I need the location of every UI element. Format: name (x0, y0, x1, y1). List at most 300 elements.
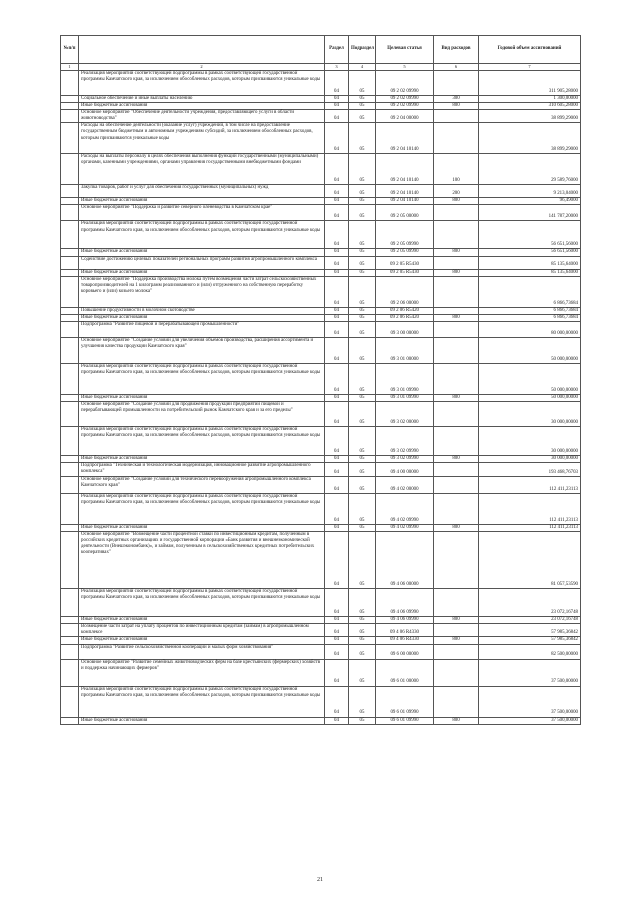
section-cell: 04 (325, 686, 349, 717)
num-cell (61, 455, 79, 462)
section-cell: 04 (325, 256, 349, 269)
item-name-cell: Реализация мероприятий соответствующей подпрограммы в рамках соответствующей государственной программы Камчатского края, за исключением обособленных расходов, которым присваиваются уникальные коды (79, 686, 325, 717)
header-expense-kind: Вид расходов (434, 36, 479, 64)
subsection-cell: 05 (349, 249, 376, 256)
section-cell: 04 (325, 103, 349, 110)
section-cell: 04 (325, 363, 349, 394)
amount-cell: 38 899,29000 (479, 123, 581, 154)
table-row (61, 256, 581, 269)
expense-kind-cell (434, 401, 479, 426)
section-cell: 04 (325, 307, 349, 314)
column-number: 4 (349, 64, 376, 71)
section-cell: 04 (325, 477, 349, 494)
subsection-cell: 05 (349, 717, 376, 724)
expense-kind-cell: 800 (434, 249, 479, 256)
header-name (79, 36, 325, 64)
item-name-cell: Основное мероприятие "Создание условий для продвижения продукции предприятий пищевой и перерабатывающей промышленности на потребительский рынок Камчатского края и за его пределы" (79, 401, 325, 426)
amount-cell: 30 000,00000 (479, 401, 581, 426)
num-cell (61, 154, 79, 185)
item-name-cell: Реализация мероприятий соответствующей подпрограммы в рамках соответствующей государственной программы Камчатского края, за исключением обособленных расходов, которым присваиваются уникальные коды (79, 221, 325, 249)
num-cell (61, 185, 79, 198)
num-cell (61, 276, 79, 307)
amount-cell: 311 905,28000 (479, 71, 581, 96)
target-article-cell: 09 3 01 09990 (376, 363, 434, 394)
item-name-cell: Расходы на обеспечение деятельности (оказание услуг) учреждений, в том числе на предоставление государственным бюджетным и автономным учреждениям субсидий, за исключением обособленных расходов, которым присваиваются уникальные коды (79, 123, 325, 154)
amount-cell: 81 057,53590 (479, 532, 581, 589)
expense-kind-cell (434, 463, 479, 477)
amount-cell: 57 985,36842 (479, 624, 581, 637)
amount-cell: 310 605,28000 (479, 103, 581, 110)
num-cell (61, 103, 79, 110)
expense-kind-cell (434, 337, 479, 363)
num-cell (61, 686, 79, 717)
target-article-cell: 09 2 04 00000 (376, 110, 434, 123)
expense-kind-cell (434, 363, 479, 394)
header-subsection: Подраздел (349, 36, 376, 64)
budget-table (60, 35, 581, 725)
section-cell: 04 (325, 221, 349, 249)
target-article-cell: 09 6 01 09990 (376, 686, 434, 717)
table-row (61, 363, 581, 394)
subsection-cell: 05 (349, 426, 376, 455)
item-name-cell: Основное мероприятие "Создание условий для увеличения объемов производства, расширения ассортимента и улучшения качества продукции Камчатского края" (79, 337, 325, 363)
target-article-cell: 09 2 05 09990 (376, 249, 434, 256)
item-name-cell: Иные бюджетные ассигнования (79, 249, 325, 256)
num-cell (61, 221, 79, 249)
subsection-cell: 05 (349, 455, 376, 462)
subsection-cell: 05 (349, 659, 376, 686)
item-name-cell: Иные бюджетные ассигнования (79, 637, 325, 644)
amount-cell: 23 072,16748 (479, 589, 581, 617)
table-row (61, 477, 581, 494)
amount-cell: 50 000,00000 (479, 394, 581, 401)
expense-kind-cell (434, 477, 479, 494)
amount-cell: 30 000,00000 (479, 455, 581, 462)
num-cell (61, 494, 79, 525)
table-row (61, 205, 581, 221)
item-name-cell: Иные бюджетные ассигнования (79, 314, 325, 321)
table-row (61, 321, 581, 337)
column-number: 3 (325, 64, 349, 71)
section-cell: 04 (325, 494, 349, 525)
target-article-cell: 09 4 02 09990 (376, 525, 434, 532)
num-cell (61, 637, 79, 644)
expense-kind-cell: 800 (434, 394, 479, 401)
item-name-cell: Иные бюджетные ассигнования (79, 394, 325, 401)
num-cell (61, 269, 79, 276)
section-cell: 04 (325, 659, 349, 686)
amount-cell: 80 000,00000 (479, 321, 581, 337)
column-number: 1 (61, 64, 79, 71)
expense-kind-cell (434, 256, 479, 269)
section-cell: 04 (325, 205, 349, 221)
table-row (61, 426, 581, 455)
item-name-cell: Подпрограмма "Развитие пищевой и перерабатывающей промышленности" (79, 321, 325, 337)
section-cell: 04 (325, 314, 349, 321)
amount-cell: 112 411,23113 (479, 494, 581, 525)
num-cell (61, 249, 79, 256)
section-cell: 04 (325, 637, 349, 644)
table-row (61, 401, 581, 426)
item-name-cell: Иные бюджетные ассигнования (79, 455, 325, 462)
subsection-cell: 05 (349, 221, 376, 249)
target-article-cell: 09 4 06 00000 (376, 532, 434, 589)
subsection-cell: 05 (349, 198, 376, 205)
expense-kind-cell (434, 532, 479, 589)
amount-cell: 30 000,00000 (479, 426, 581, 455)
item-name-cell: Иные бюджетные ассигнования (79, 617, 325, 624)
table-row (61, 525, 581, 532)
num-cell (61, 426, 79, 455)
item-name-cell: Основное мероприятие "Поддержка производства молока путем возмещения части затрат сельскохозяйственных товаропроизводителей на 1 килограмм реализованного и (или) отгруженного на собственную переработку коровьего и (или) козьего молока" (79, 276, 325, 307)
expense-kind-cell: 100 (434, 154, 479, 185)
amount-cell: 6 866,73684 (479, 307, 581, 314)
column-number-row (61, 64, 581, 71)
item-name-cell: Реализация мероприятий соответствующей подпрограммы в рамках соответствующей государственной программы Камчатского края, за исключением обособленных расходов, которым присваиваются уникальные коды (79, 494, 325, 525)
subsection-cell: 05 (349, 477, 376, 494)
expense-kind-cell: 800 (434, 455, 479, 462)
num-cell (61, 363, 79, 394)
section-cell: 04 (325, 644, 349, 659)
table-row (61, 624, 581, 637)
target-article-cell: 09 2 05 R5430 (376, 256, 434, 269)
num-cell (61, 321, 79, 337)
section-cell: 04 (325, 71, 349, 96)
subsection-cell: 05 (349, 401, 376, 426)
table-row (61, 644, 581, 659)
section-cell: 04 (325, 123, 349, 154)
table-body (61, 71, 581, 725)
expense-kind-cell: 800 (434, 314, 479, 321)
table-row (61, 394, 581, 401)
target-article-cell: 09 4 06 09990 (376, 617, 434, 624)
item-name-cell: Основное мероприятие "Поддержка и развитие северного оленеводства в Камчатском крае" (79, 205, 325, 221)
target-article-cell: 09 2 05 00000 (376, 205, 434, 221)
item-name-cell: Повышение продуктивности в молочном скотоводстве (79, 307, 325, 314)
item-name-cell: Основное мероприятие "Обеспечение деятельности учреждения, предоставляющего услуги в области животноводства" (79, 110, 325, 123)
num-cell (61, 525, 79, 532)
amount-cell: 82 500,00000 (479, 644, 581, 659)
amount-cell: 50 000,00000 (479, 337, 581, 363)
num-cell (61, 659, 79, 686)
expense-kind-cell (434, 426, 479, 455)
num-cell (61, 617, 79, 624)
item-name-cell: Подпрограмма "Техническая и технологическая модернизация, инновационное развитие агропромышленного комплекса" (79, 463, 325, 477)
target-article-cell: 09 2 05 R5430 (376, 269, 434, 276)
item-name-cell: Содействие достижению целевых показателей региональных программ развития агропромышленного комплекса (79, 256, 325, 269)
table-row (61, 249, 581, 256)
target-article-cell: 09 2 06 00000 (376, 276, 434, 307)
amount-cell: 85 135,64000 (479, 256, 581, 269)
section-cell: 04 (325, 337, 349, 363)
table-row (61, 123, 581, 154)
target-article-cell: 09 3 02 00000 (376, 401, 434, 426)
subsection-cell: 05 (349, 637, 376, 644)
subsection-cell: 05 (349, 494, 376, 525)
table-row (61, 314, 581, 321)
item-name-cell: Социальное обеспечение и иные выплаты населению (79, 96, 325, 103)
num-cell (61, 71, 79, 96)
target-article-cell: 09 2 02 09990 (376, 96, 434, 103)
num-cell (61, 624, 79, 637)
num-cell (61, 314, 79, 321)
section-cell: 04 (325, 463, 349, 477)
page-number: 21 (317, 877, 323, 883)
amount-cell: 112 411,23113 (479, 477, 581, 494)
expense-kind-cell (434, 659, 479, 686)
section-cell: 04 (325, 185, 349, 198)
target-article-cell: 09 4 06 R4330 (376, 624, 434, 637)
subsection-cell: 05 (349, 686, 376, 717)
item-name-cell: Расходы на выплаты персоналу в целях обеспечения выполнения функций государственными (муниципальными) органами, казенными учреждениями, органами управления государственными внебюджетными фондами (79, 154, 325, 185)
table-row (61, 269, 581, 276)
target-article-cell: 09 4 02 00000 (376, 477, 434, 494)
target-article-cell: 09 2 04 10140 (376, 185, 434, 198)
table-row (61, 659, 581, 686)
amount-cell: 141 787,20000 (479, 205, 581, 221)
expense-kind-cell: 800 (434, 198, 479, 205)
amount-cell: 57 985,36842 (479, 637, 581, 644)
subsection-cell: 05 (349, 589, 376, 617)
table-row (61, 154, 581, 185)
item-name-cell: Закупка товаров, работ и услуг для обеспечения государственных (муниципальных) нужд (79, 185, 325, 198)
target-article-cell: 09 3 01 00000 (376, 337, 434, 363)
item-name-cell: Основное мероприятие "Возмещение части процентной ставки по инвестиционным кредитам, полученным в российских кредитных организациях и государственной корпорации «Банк развития и внешнеэкономической деятельности (Внешэкономбанк)», и займам, полученным в сельскохозяйственных кредитных потребительских кооперативах" (79, 532, 325, 589)
table-row (61, 96, 581, 103)
num-cell (61, 644, 79, 659)
target-article-cell: 09 2 06 R5420 (376, 307, 434, 314)
section-cell: 04 (325, 249, 349, 256)
amount-cell: 6 866,73684 (479, 314, 581, 321)
amount-cell: 37 500,00000 (479, 659, 581, 686)
item-name-cell: Реализация мероприятий соответствующей подпрограммы в рамках соответствующей государственной программы Камчатского края, за исключением обособленных расходов, которым присваиваются уникальные коды (79, 589, 325, 617)
num-cell (61, 337, 79, 363)
subsection-cell: 05 (349, 525, 376, 532)
subsection-cell: 05 (349, 269, 376, 276)
expense-kind-cell: 300 (434, 96, 479, 103)
target-article-cell: 09 4 00 00000 (376, 463, 434, 477)
section-cell: 04 (325, 154, 349, 185)
table-row (61, 637, 581, 644)
expense-kind-cell: 800 (434, 637, 479, 644)
item-name-cell: Иные бюджетные ассигнования (79, 717, 325, 724)
target-article-cell: 09 4 06 R4330 (376, 637, 434, 644)
target-article-cell: 09 2 04 10140 (376, 198, 434, 205)
section-cell: 04 (325, 110, 349, 123)
target-article-cell: 09 6 01 09990 (376, 717, 434, 724)
section-cell: 04 (325, 624, 349, 637)
expense-kind-cell: 800 (434, 617, 479, 624)
expense-kind-cell (434, 71, 479, 96)
section-cell: 04 (325, 269, 349, 276)
expense-kind-cell: 800 (434, 717, 479, 724)
item-name-cell: Реализация мероприятий соответствующей подпрограммы в рамках соответствующей государственной программы Камчатского края, за исключением обособленных расходов, которым присваиваются уникальные коды (79, 363, 325, 394)
section-cell: 04 (325, 617, 349, 624)
target-article-cell: 09 3 02 09990 (376, 455, 434, 462)
expense-kind-cell (434, 644, 479, 659)
subsection-cell: 05 (349, 624, 376, 637)
subsection-cell: 05 (349, 532, 376, 589)
column-number: 5 (376, 64, 434, 71)
header-annual-amount: Годовой объем ассигнований (479, 36, 581, 64)
target-article-cell: 09 2 04 10140 (376, 123, 434, 154)
amount-cell: 56 651,56000 (479, 249, 581, 256)
num-cell (61, 256, 79, 269)
table-row (61, 198, 581, 205)
section-cell: 04 (325, 426, 349, 455)
expense-kind-cell (434, 276, 479, 307)
item-name-cell: Основное мероприятие "Развитие семейных животноводческих ферм на базе крестьянских (фермерских) хозяйств и поддержка начинающих фермеров" (79, 659, 325, 686)
subsection-cell: 05 (349, 71, 376, 96)
amount-cell: 29 589,76000 (479, 154, 581, 185)
expense-kind-cell (434, 686, 479, 717)
expense-kind-cell: 800 (434, 269, 479, 276)
section-cell: 04 (325, 198, 349, 205)
amount-cell: 37 500,00000 (479, 686, 581, 717)
num-cell (61, 205, 79, 221)
amount-cell: 85 135,64000 (479, 269, 581, 276)
item-name-cell: Иные бюджетные ассигнования (79, 103, 325, 110)
subsection-cell: 05 (349, 103, 376, 110)
expense-kind-cell (434, 494, 479, 525)
target-article-cell: 09 3 00 00000 (376, 321, 434, 337)
target-article-cell: 09 3 01 09990 (376, 394, 434, 401)
item-name-cell: Иные бюджетные ассигнования (79, 198, 325, 205)
subsection-cell: 05 (349, 363, 376, 394)
expense-kind-cell (434, 123, 479, 154)
table-row (61, 221, 581, 249)
header-section: Раздел (325, 36, 349, 64)
table-row (61, 494, 581, 525)
subsection-cell: 05 (349, 617, 376, 624)
target-article-cell: 09 3 02 09990 (376, 426, 434, 455)
num-cell (61, 717, 79, 724)
table-row (61, 617, 581, 624)
item-name-cell: Основное мероприятие "Создание условий для технического перевооружения агропромышленного комплекса Камчатского края" (79, 477, 325, 494)
expense-kind-cell (434, 624, 479, 637)
section-cell: 04 (325, 532, 349, 589)
target-article-cell: 09 4 02 09990 (376, 494, 434, 525)
target-article-cell: 09 4 06 09990 (376, 589, 434, 617)
expense-kind-cell (434, 321, 479, 337)
table-row (61, 589, 581, 617)
num-cell (61, 198, 79, 205)
amount-cell: 1 300,00000 (479, 96, 581, 103)
expense-kind-cell (434, 307, 479, 314)
num-cell (61, 463, 79, 477)
num-cell (61, 401, 79, 426)
num-cell (61, 307, 79, 314)
column-number: 6 (434, 64, 479, 71)
subsection-cell: 05 (349, 276, 376, 307)
target-article-cell: 09 6 00 00000 (376, 644, 434, 659)
amount-cell: 6 866,73684 (479, 276, 581, 307)
subsection-cell: 05 (349, 185, 376, 198)
table-row (61, 71, 581, 96)
section-cell: 04 (325, 717, 349, 724)
table-row (61, 276, 581, 307)
subsection-cell: 05 (349, 337, 376, 363)
table-row (61, 307, 581, 314)
column-number: 2 (79, 64, 325, 71)
section-cell: 04 (325, 96, 349, 103)
section-cell: 04 (325, 525, 349, 532)
subsection-cell: 05 (349, 205, 376, 221)
table-row (61, 110, 581, 123)
num-cell (61, 477, 79, 494)
num-cell (61, 110, 79, 123)
table-row (61, 463, 581, 477)
table-row (61, 455, 581, 462)
amount-cell: 9 213,04000 (479, 185, 581, 198)
section-cell: 04 (325, 455, 349, 462)
section-cell: 04 (325, 401, 349, 426)
expense-kind-cell (434, 110, 479, 123)
subsection-cell: 05 (349, 256, 376, 269)
subsection-cell: 05 (349, 314, 376, 321)
header-target-article: Целевая статья (376, 36, 434, 64)
table-row (61, 337, 581, 363)
item-name-cell: Реализация мероприятий соответствующей подпрограммы в рамках соответствующей государственной программы Камчатского края, за исключением обособленных расходов, которым присваиваются уникальные коды (79, 426, 325, 455)
target-article-cell: 09 6 01 00000 (376, 659, 434, 686)
amount-cell: 56 651,56000 (479, 221, 581, 249)
num-cell (61, 96, 79, 103)
target-article-cell: 09 2 02 09990 (376, 103, 434, 110)
amount-cell: 23 072,16748 (479, 617, 581, 624)
num-cell (61, 394, 79, 401)
expense-kind-cell: 200 (434, 185, 479, 198)
subsection-cell: 05 (349, 307, 376, 314)
amount-cell: 38 899,29000 (479, 110, 581, 123)
table-row (61, 185, 581, 198)
expense-kind-cell (434, 205, 479, 221)
item-name-cell: Иные бюджетные ассигнования (79, 269, 325, 276)
section-cell: 04 (325, 394, 349, 401)
section-cell: 04 (325, 276, 349, 307)
amount-cell: 37 500,00000 (479, 717, 581, 724)
subsection-cell: 05 (349, 154, 376, 185)
table-row (61, 103, 581, 110)
section-cell: 04 (325, 321, 349, 337)
expense-kind-cell: 800 (434, 525, 479, 532)
subsection-cell: 05 (349, 394, 376, 401)
table-row (61, 717, 581, 724)
num-cell (61, 123, 79, 154)
item-name-cell: Подпрограмма "Развитие сельскохозяйственной кооперации и малых форм хозяйствования" (79, 644, 325, 659)
target-article-cell: 09 2 05 09990 (376, 221, 434, 249)
subsection-cell: 05 (349, 463, 376, 477)
subsection-cell: 05 (349, 123, 376, 154)
subsection-cell: 05 (349, 644, 376, 659)
item-name-cell: Реализация мероприятий соответствующей подпрограммы в рамках соответствующей государственной программы Камчатского края, за исключением обособленных расходов, которым присваиваются уникальные коды (79, 71, 325, 96)
table-row (61, 532, 581, 589)
target-article-cell: 09 2 04 10140 (376, 154, 434, 185)
column-number: 7 (479, 64, 581, 71)
expense-kind-cell (434, 221, 479, 249)
expense-kind-cell (434, 589, 479, 617)
amount-cell: 112 411,23113 (479, 525, 581, 532)
item-name-cell: Иные бюджетные ассигнования (79, 525, 325, 532)
num-cell (61, 532, 79, 589)
header-row (61, 36, 581, 64)
amount-cell: 96,49000 (479, 198, 581, 205)
subsection-cell: 05 (349, 96, 376, 103)
item-name-cell: Возмещение части затрат на уплату процентов по инвестиционным кредитам (займам) в агропромышленном комплексе (79, 624, 325, 637)
section-cell: 04 (325, 589, 349, 617)
subsection-cell: 05 (349, 321, 376, 337)
amount-cell: 193 468,76703 (479, 463, 581, 477)
num-cell (61, 589, 79, 617)
